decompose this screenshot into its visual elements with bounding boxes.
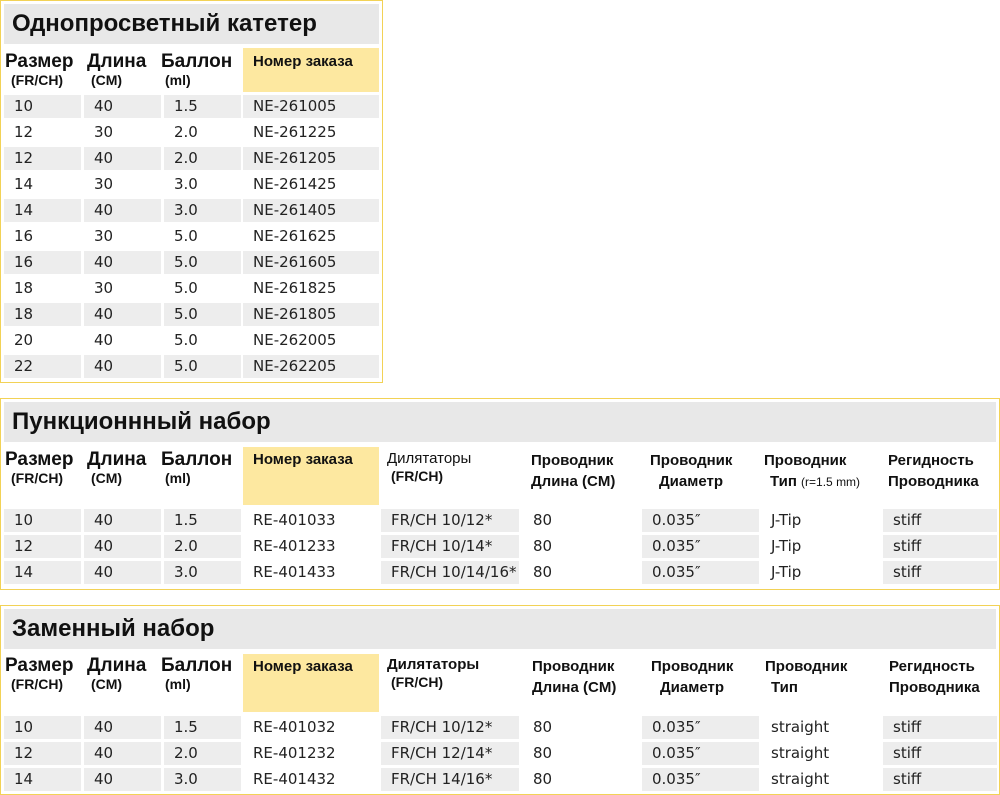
guidewire-type-cell: J-Tip bbox=[771, 563, 802, 581]
length-cell: 30 bbox=[94, 227, 114, 245]
table-row bbox=[1, 251, 382, 275]
balloon-header: Баллон (ml) bbox=[161, 51, 233, 88]
table-row bbox=[1, 225, 382, 249]
dilators-cell: FR/CH 12/14* bbox=[381, 742, 519, 765]
balloon-cell: 1.5 bbox=[164, 716, 241, 739]
panel-title: Пункционнный набор bbox=[4, 402, 996, 442]
balloon-cell: 3.0 bbox=[164, 768, 241, 791]
length-cell: 40 bbox=[84, 95, 161, 118]
guidewire-length-cell: 80 bbox=[533, 563, 553, 581]
length-cell: 30 bbox=[94, 123, 114, 141]
table-row bbox=[1, 535, 999, 559]
table-row bbox=[1, 509, 999, 533]
table-row bbox=[1, 716, 999, 740]
dilators-cell: FR/CH 10/14/16* bbox=[381, 561, 519, 584]
size-cell: 18 bbox=[4, 303, 81, 326]
guidewire-radius-note: (r=1.5 mm) bbox=[801, 475, 861, 489]
guidewire-diameter-header: Проводник Диаметр bbox=[650, 452, 733, 490]
balloon-cell: 5.0 bbox=[174, 279, 198, 297]
order-number-cell: NE-261225 bbox=[253, 123, 337, 141]
guidewire-diameter-cell: 0.035″ bbox=[642, 509, 759, 532]
size-cell: 14 bbox=[4, 768, 81, 791]
dilators-cell: FR/CH 10/14* bbox=[381, 535, 519, 558]
order-number-header: Номер заказа bbox=[253, 658, 353, 675]
size-cell: 12 bbox=[14, 123, 34, 141]
table-row bbox=[1, 173, 382, 197]
dilators-header: Дилятаторы (FR/CH) bbox=[387, 450, 472, 484]
guidewire-length-cell: 80 bbox=[533, 744, 553, 762]
rigidity-header: Регидность Проводника bbox=[888, 452, 979, 490]
order-number-header: Номер заказа bbox=[253, 451, 353, 468]
guidewire-type-cell: straight bbox=[771, 744, 830, 762]
size-cell: 12 bbox=[4, 535, 81, 558]
size-cell: 16 bbox=[14, 227, 34, 245]
order-number-cell: NE-261825 bbox=[253, 279, 337, 297]
balloon-cell: 3.0 bbox=[164, 561, 241, 584]
guidewire-type-header: Проводник Тип (r=1.5 mm) bbox=[764, 452, 861, 490]
rigidity-cell: stiff bbox=[883, 535, 997, 558]
length-cell: 40 bbox=[84, 303, 161, 326]
panel-title: Заменный набор bbox=[4, 609, 996, 649]
balloon-header: Баллон (ml) bbox=[161, 655, 233, 692]
guidewire-diameter-header: Проводник Диаметр bbox=[651, 658, 734, 696]
order-number-cell: NE-262205 bbox=[243, 355, 379, 378]
balloon-cell: 2.0 bbox=[164, 535, 241, 558]
length-cell: 30 bbox=[94, 175, 114, 193]
order-number-cell: NE-261625 bbox=[253, 227, 337, 245]
order-number-cell: RE-401032 bbox=[253, 718, 336, 736]
guidewire-length-cell: 80 bbox=[533, 537, 553, 555]
length-cell: 40 bbox=[84, 742, 161, 765]
order-number-cell: NE-261205 bbox=[243, 147, 379, 170]
size-cell: 14 bbox=[4, 199, 81, 222]
guidewire-type-cell: J-Tip bbox=[771, 537, 802, 555]
dilators-cell: FR/CH 14/16* bbox=[381, 768, 519, 791]
size-cell: 14 bbox=[4, 561, 81, 584]
order-number-cell: NE-261425 bbox=[253, 175, 337, 193]
length-cell: 40 bbox=[84, 535, 161, 558]
length-cell: 40 bbox=[84, 768, 161, 791]
guidewire-length-header: Проводник Длина (CM) bbox=[531, 452, 616, 490]
length-cell: 40 bbox=[84, 355, 161, 378]
guidewire-type-cell: straight bbox=[771, 718, 830, 736]
order-number-header: Номер заказа bbox=[253, 53, 353, 70]
exchange-set-panel bbox=[0, 605, 1000, 795]
balloon-cell: 2.0 bbox=[164, 147, 241, 170]
guidewire-length-header: Проводник Длина (CM) bbox=[532, 658, 617, 696]
single-lumen-catheter-panel bbox=[0, 0, 383, 383]
length-cell: 40 bbox=[84, 509, 161, 532]
guidewire-diameter-cell: 0.035″ bbox=[642, 742, 759, 765]
length-cell: 40 bbox=[94, 331, 114, 349]
table-row bbox=[1, 561, 999, 585]
size-cell: 22 bbox=[4, 355, 81, 378]
order-number-cell: NE-262005 bbox=[253, 331, 337, 349]
balloon-cell: 2.0 bbox=[164, 742, 241, 765]
guidewire-diameter-cell: 0.035″ bbox=[642, 535, 759, 558]
dilators-cell: FR/CH 10/12* bbox=[381, 509, 519, 532]
size-cell: 14 bbox=[14, 175, 34, 193]
size-cell: 10 bbox=[4, 716, 81, 739]
table-row bbox=[1, 95, 382, 119]
guidewire-diameter-cell: 0.035″ bbox=[642, 768, 759, 791]
order-number-cell: RE-401033 bbox=[253, 511, 336, 529]
table-row bbox=[1, 355, 382, 379]
length-cell: 40 bbox=[84, 561, 161, 584]
order-number-cell: NE-261605 bbox=[243, 251, 379, 274]
guidewire-diameter-cell: 0.035″ bbox=[642, 561, 759, 584]
size-header: Размер (FR/CH) bbox=[5, 655, 74, 692]
rigidity-cell: stiff bbox=[883, 768, 997, 791]
balloon-cell: 5.0 bbox=[174, 331, 198, 349]
length-cell: 30 bbox=[94, 279, 114, 297]
size-cell: 10 bbox=[4, 509, 81, 532]
size-cell: 18 bbox=[14, 279, 34, 297]
dilators-header: Дилятаторы (FR/CH) bbox=[387, 656, 480, 690]
guidewire-length-cell: 80 bbox=[533, 718, 553, 736]
guidewire-type-cell: J-Tip bbox=[771, 511, 802, 529]
length-header: Длина (CM) bbox=[87, 449, 147, 486]
rigidity-cell: stiff bbox=[883, 509, 997, 532]
rigidity-cell: stiff bbox=[883, 716, 997, 739]
order-number-cell: NE-261405 bbox=[243, 199, 379, 222]
length-cell: 40 bbox=[84, 147, 161, 170]
table-row bbox=[1, 329, 382, 353]
puncture-set-panel bbox=[0, 398, 1000, 590]
balloon-cell: 5.0 bbox=[164, 355, 241, 378]
order-number-cell: RE-401233 bbox=[253, 537, 336, 555]
guidewire-diameter-cell: 0.035″ bbox=[642, 716, 759, 739]
guidewire-type-header: Проводник Тип bbox=[765, 658, 848, 696]
length-cell: 40 bbox=[84, 716, 161, 739]
size-cell: 20 bbox=[14, 331, 34, 349]
order-number-cell: RE-401432 bbox=[253, 770, 336, 788]
order-number-cell: RE-401232 bbox=[253, 744, 336, 762]
length-cell: 40 bbox=[84, 199, 161, 222]
length-header: Длина (CM) bbox=[87, 51, 147, 88]
table-row bbox=[1, 147, 382, 171]
table-row bbox=[1, 121, 382, 145]
balloon-cell: 5.0 bbox=[164, 251, 241, 274]
order-number-cell: RE-401433 bbox=[253, 563, 336, 581]
guidewire-length-cell: 80 bbox=[533, 770, 553, 788]
size-cell: 10 bbox=[4, 95, 81, 118]
guidewire-length-cell: 80 bbox=[533, 511, 553, 529]
table-row bbox=[1, 199, 382, 223]
size-cell: 12 bbox=[4, 147, 81, 170]
panel-title: Однопросветный катетер bbox=[4, 4, 379, 44]
table-row bbox=[1, 742, 999, 766]
balloon-cell: 1.5 bbox=[164, 509, 241, 532]
table-row bbox=[1, 277, 382, 301]
length-header: Длина (CM) bbox=[87, 655, 147, 692]
balloon-cell: 5.0 bbox=[164, 303, 241, 326]
size-header: Размер (FR/CH) bbox=[5, 51, 74, 88]
balloon-header: Баллон (ml) bbox=[161, 449, 233, 486]
order-number-cell: NE-261805 bbox=[243, 303, 379, 326]
balloon-cell: 2.0 bbox=[174, 123, 198, 141]
length-cell: 40 bbox=[84, 251, 161, 274]
rigidity-header: Регидность Проводника bbox=[889, 658, 980, 696]
balloon-cell: 1.5 bbox=[164, 95, 241, 118]
table-row bbox=[1, 768, 999, 792]
balloon-cell: 3.0 bbox=[174, 175, 198, 193]
guidewire-type-label: Тип bbox=[770, 473, 797, 490]
rigidity-cell: stiff bbox=[883, 742, 997, 765]
guidewire-type-cell: straight bbox=[771, 770, 830, 788]
dilators-cell: FR/CH 10/12* bbox=[381, 716, 519, 739]
order-number-cell: NE-261005 bbox=[243, 95, 379, 118]
size-cell: 16 bbox=[4, 251, 81, 274]
table-row bbox=[1, 303, 382, 327]
size-cell: 12 bbox=[4, 742, 81, 765]
size-header: Размер (FR/CH) bbox=[5, 449, 74, 486]
rigidity-cell: stiff bbox=[883, 561, 997, 584]
balloon-cell: 5.0 bbox=[174, 227, 198, 245]
balloon-cell: 3.0 bbox=[164, 199, 241, 222]
